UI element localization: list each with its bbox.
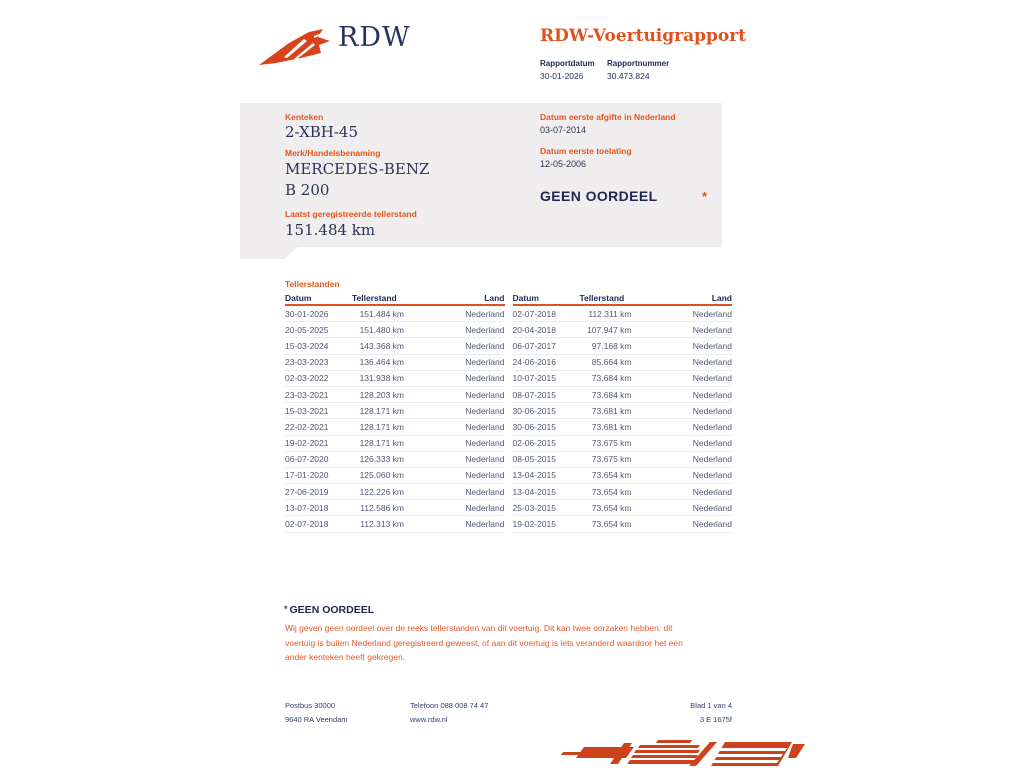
report-number-field [607,59,669,81]
footer-website-link[interactable]: www.rdw.nl [410,715,448,724]
footnote-title-text: GEEN OORDEEL [289,604,375,616]
table-row [513,468,733,484]
cell-land: Nederland [692,502,732,513]
kenteken-value: 2-XBH-45 [285,123,359,141]
cell-datum: 20-05-2025 [285,324,329,335]
footnote-body: Wij geven geen oordeel over de reeks tellerstanden van dit voertuig. Dit kan twee oorzaken hebben: dit voertuig is buiten Nederland geregistreerd geweest, of aan dit voertuig is iets veranderd waardoor het een ander kenteken heeft gekregen. [285,623,683,662]
merk-value: MERCEDES-BENZ B 200 [285,160,430,199]
table-row [513,484,733,500]
cell-land: Nederland [465,308,505,319]
cell-tellerstand: 112.313 km [360,519,404,530]
cell-tellerstand: 151.480 km [359,324,404,335]
footer-city: 9640 RA Veendam [285,715,348,724]
cell-land: Nederland [465,373,505,384]
cell-land: Nederland [692,340,732,351]
cell-datum: 02-07-2018 [285,519,329,530]
report-number-value: 30.473.824 [607,71,650,81]
table-row [285,516,505,532]
cell-tellerstand: 128.171 km [359,405,404,416]
cell-tellerstand: 122.226 km [359,486,404,497]
cell-tellerstand: 136.464 km [359,357,404,368]
cell-datum: 15-03-2021 [285,405,329,416]
table-row [285,500,505,516]
tellerstanden-table-left [285,291,505,533]
table-row [285,419,505,435]
col-header-tellerstand: Tellerstand [579,292,625,303]
eerste-toelating-value: 12-05-2006 [540,159,587,169]
table-row [513,403,733,419]
eerste-toelating-label: Datum eerste toelating [540,146,632,156]
cell-datum: 10-07-2015 [512,373,556,384]
table-row [513,516,733,532]
table-row [285,403,505,419]
cell-tellerstand: 128.203 km [359,389,404,400]
table-row [513,436,733,452]
laatste-tellerstand-label: Laatst geregistreerde tellerstand [285,209,417,219]
table-row [285,484,505,500]
report-date-value: 30-01-2026 [540,71,584,81]
cell-land: Nederland [692,438,732,449]
cell-tellerstand: 126.333 km [359,454,404,465]
cell-datum: 08-07-2015 [512,389,556,400]
cell-tellerstand: 73.654 km [591,470,632,481]
cell-land: Nederland [692,324,732,335]
cell-tellerstand: 112.311 km [588,308,632,319]
cell-land: Nederland [692,373,732,384]
cell-land: Nederland [692,519,732,530]
laatste-tellerstand-value: 151.484 km [285,221,376,239]
cell-datum: 02-03-2022 [285,373,329,384]
rdw-stripes-graphic [560,740,805,768]
cell-tellerstand: 73.681 km [591,405,632,416]
table-row [285,355,505,371]
cell-land: Nederland [465,421,505,432]
cell-land: Nederland [465,519,505,530]
table-row [513,452,733,468]
cell-datum: 30-06-2015 [512,421,556,432]
cell-tellerstand: 97.168 km [591,340,632,351]
kenteken-label: Kenteken [285,112,324,122]
cell-tellerstand: 128.171 km [359,438,404,449]
cell-datum: 17-01-2020 [285,470,329,481]
table-row [285,452,505,468]
cell-land: Nederland [692,389,732,400]
cell-datum: 25-03-2015 [512,502,556,513]
table-header-row [513,291,733,306]
cell-tellerstand: 143.368 km [359,340,404,351]
cell-land: Nederland [465,405,505,416]
cell-datum: 15-03-2024 [285,340,329,351]
cell-datum: 02-06-2015 [512,438,556,449]
cell-tellerstand: 73.675 km [591,438,632,449]
col-header-datum: Datum [512,292,539,303]
cell-datum: 13-04-2015 [512,486,556,497]
table-row [513,322,733,338]
cell-land: Nederland [465,357,505,368]
table-row [513,387,733,403]
cell-land: Nederland [692,454,732,465]
cell-land: Nederland [692,421,732,432]
cell-datum: 06-07-2020 [285,454,329,465]
cell-tellerstand: 73.654 km [591,486,632,497]
cell-datum: 22-02-2021 [285,421,329,432]
table-row [513,419,733,435]
tellerstanden-title: Tellerstanden [285,279,340,289]
footer-form-code: 3 E 1675f [699,715,732,724]
footnote-asterisk-icon: * [284,604,288,614]
cell-land: Nederland [465,438,505,449]
cell-datum: 08-05-2015 [512,454,556,465]
cell-datum: 23-03-2021 [285,389,329,400]
tellerstanden-tables [285,291,732,533]
table-row [285,371,505,387]
col-header-tellerstand: Tellerstand [352,292,397,303]
report-date-label: Rapportdatum [540,59,595,68]
cell-datum: 06-07-2017 [512,340,556,351]
col-header-land: Land [484,292,505,303]
cell-land: Nederland [692,308,732,319]
cell-land: Nederland [465,454,505,465]
cell-tellerstand: 85.664 km [591,357,632,368]
table-row [513,306,733,322]
cell-land: Nederland [692,405,732,416]
footer-postbus: Postbus 30000 [285,701,336,710]
cell-datum: 13-04-2015 [512,470,556,481]
table-row [285,468,505,484]
table-row [285,306,505,322]
cell-tellerstand: 128.171 km [359,421,404,432]
cell-land: Nederland [465,470,505,481]
cell-tellerstand: 73.654 km [591,502,632,513]
cell-land: Nederland [465,324,505,335]
cell-datum: 30-06-2015 [512,405,556,416]
cell-datum: 19-02-2015 [512,519,556,530]
cell-datum: 20-04-2018 [512,324,556,335]
tellerstanden-table-right [513,291,733,533]
cell-tellerstand: 107.947 km [587,324,632,335]
cell-land: Nederland [465,502,505,513]
report-title: RDW-Voertuigrapport [540,26,747,46]
cell-land: Nederland [465,486,505,497]
cell-tellerstand: 131.938 km [359,373,404,384]
cell-datum: 24-06-2016 [512,357,556,368]
cell-tellerstand: 73.684 km [591,373,632,384]
cell-tellerstand: 73.675 km [591,454,632,465]
cell-datum: 30-01-2026 [285,308,329,319]
oordeel-asterisk-icon: * [702,189,708,204]
cell-tellerstand: 73.684 km [591,389,632,400]
cell-datum: 27-06-2019 [285,486,329,497]
report-date-field [540,59,595,81]
cell-land: Nederland [692,357,732,368]
footnote-title [284,604,374,616]
table-row [285,387,505,403]
cell-datum: 13-07-2018 [285,502,329,513]
cell-tellerstand: 73.681 km [591,421,632,432]
col-header-land: Land [711,292,732,303]
cell-tellerstand: 112.586 km [360,502,404,513]
cell-datum: 02-07-2018 [512,308,556,319]
table-row [285,436,505,452]
cell-land: Nederland [465,340,505,351]
cell-tellerstand: 151.484 km [359,308,404,319]
footer-page-number: Blad 1 van 4 [690,701,732,710]
table-row [513,338,733,354]
eerste-afgifte-value: 03-07-2014 [540,125,587,135]
cell-tellerstand: 125.060 km [359,470,404,481]
cell-datum: 19-02-2021 [285,438,329,449]
table-row [513,371,733,387]
vehicle-summary-box-tab [240,247,298,259]
rdw-logo-text: RDW [338,22,411,53]
cell-land: Nederland [465,389,505,400]
table-row [285,322,505,338]
cell-datum: 23-03-2023 [285,357,329,368]
table-header-row [285,291,505,306]
cell-land: Nederland [692,470,732,481]
footer-phone: Telefoon 088 008 74 47 [410,701,489,710]
table-row [513,355,733,371]
merk-label: Merk/Handelsbenaming [285,148,381,158]
eerste-afgifte-label: Datum eerste afgifte in Nederland [540,112,676,122]
report-number-label: Rapportnummer [607,59,670,68]
oordeel-status: GEEN OORDEEL [540,188,658,204]
cell-tellerstand: 73.654 km [591,519,632,530]
col-header-datum: Datum [285,292,312,303]
table-row [285,338,505,354]
table-row [513,500,733,516]
cell-land: Nederland [692,486,732,497]
rdw-logo-icon [256,26,334,71]
